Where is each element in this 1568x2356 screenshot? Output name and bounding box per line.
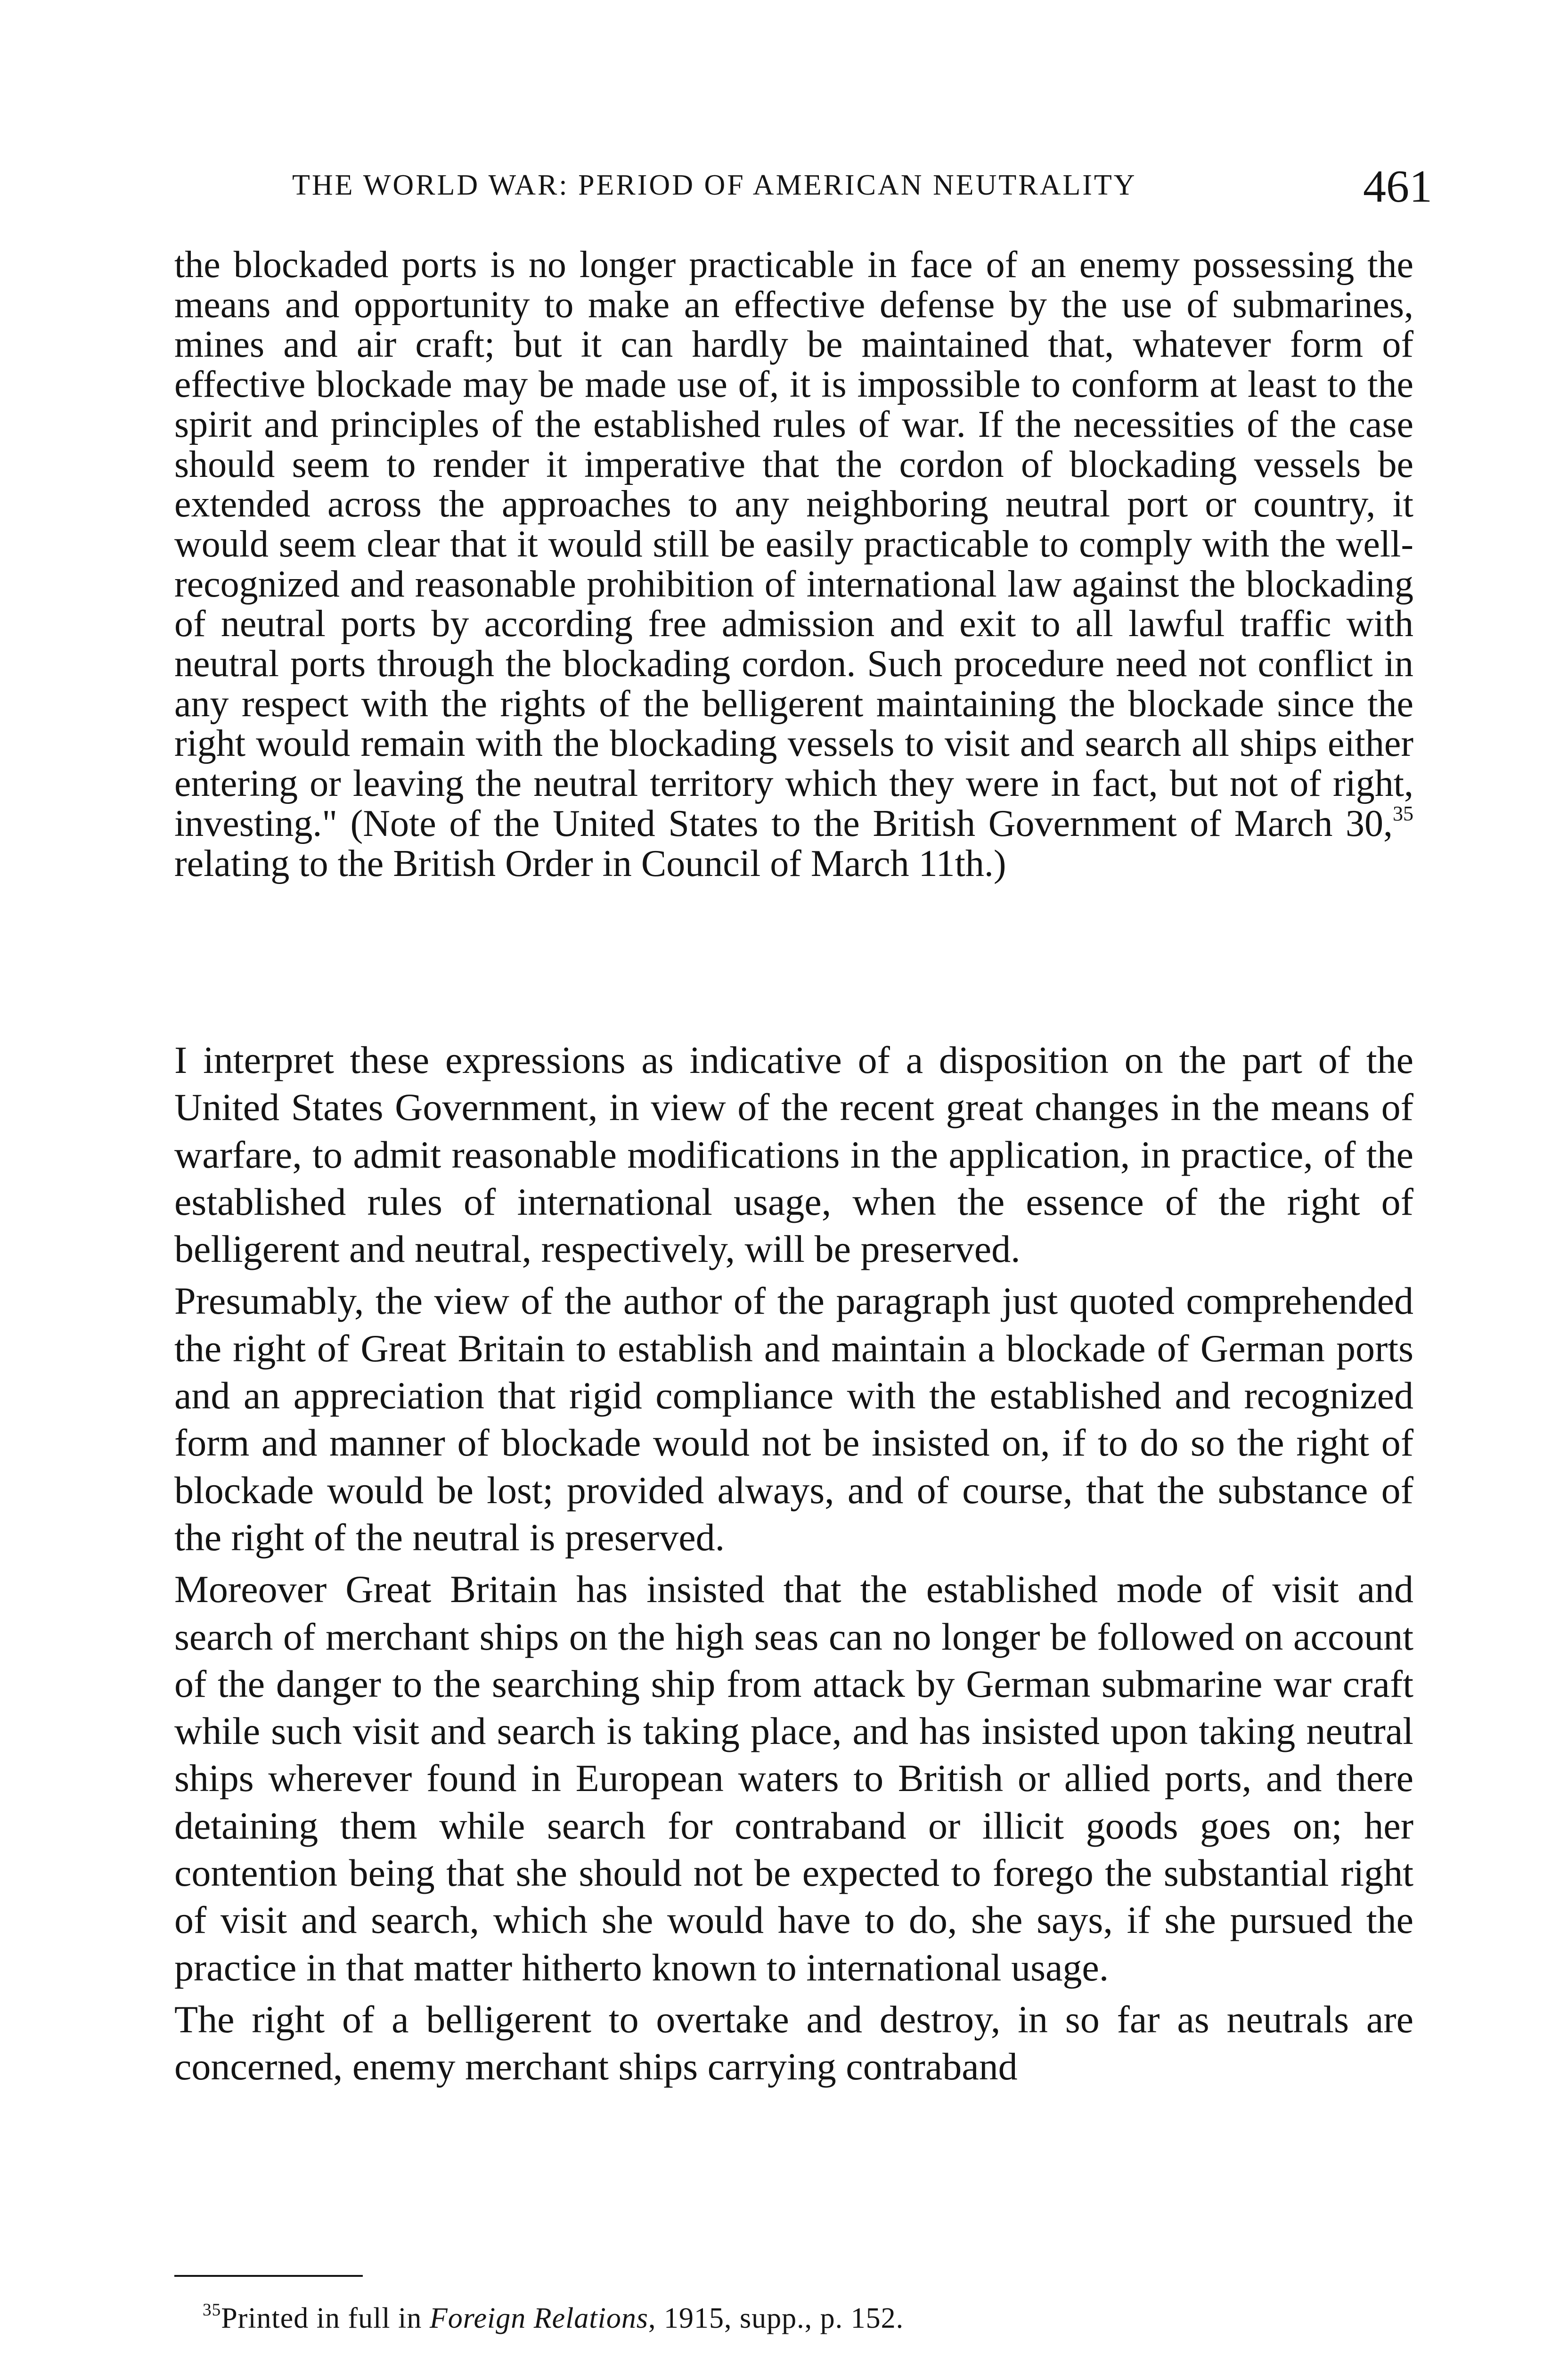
footnote-marker: 35 [203,2300,221,2320]
quote-text-tail: relating to the British Order in Council of March 11th.) [174,843,1006,884]
quote-text-main: the blockaded ports is no longer practicable in face of an enemy possessing the means and opportunity to make an effective defense by the use of submarines, mines and air craft; but it can hardly be maintained that, whatever form of effective blockade may be made use of, it is impossible to conform at least to the spirit and principles of the established rules of war. If the necessities of the case should seem to render it imperative that the cordon of blockading vessels be extended across the approaches to any neighboring neutral port or country, it would seem clear that it would still be easily practicable to comply with the well-recognized and reasonable prohibition of international law against the blockading of neutral ports by according free admission and exit to all lawful traffic with neutral ports through the blockading cordon. Such procedure need not conflict in any respect with the rights of the belligerent maintaining the blockade since the right would remain with the blockading vessels to visit and search all ships either entering or leaving the neutral territory which they were in fact, but not of right, investing." (Note of the United States to the British Government of March 30, [174,244,1413,844]
footnote-prefix: Printed in full in [221,2302,430,2334]
footnote-divider [174,2275,363,2277]
main-text [174,1037,1413,2091]
quoted-paragraph [174,245,1413,884]
running-title: THE WORLD WAR: PERIOD OF AMERICAN NEUTRALITY [292,169,1137,201]
quoted-paragraph-text [174,245,1413,884]
paragraph-right-of-belligerent: The right of a belligerent to overtake and destroy, in so far as neutrals are concerned, enemy merchant ships carrying contraband [174,1997,1413,2088]
paragraph-moreover: Moreover Great Britain has insisted that the established mode of visit and search of merchant ships on the high seas can no longer be followed on account of the danger to the searching ship from attack by German submarine war craft while such visit and search is taking place, and has insisted upon taking neutral ships wherever found in European waters to British or allied ports, and there detaining them while search for contraband or illicit goods goes on; her contention being that she should not be expected to forego the substantial right of visit and search, which she would have to do, she says, if she pursued the practice in that matter hitherto known to international usage. [174,1568,1413,1989]
page-number: 461 [1363,161,1432,212]
running-head [292,160,1432,217]
footnote [203,2302,1333,2335]
footnote-reference[interactable]: 35 [1393,802,1413,825]
footnote-source-title: Foreign Relations [429,2302,648,2334]
footnote-suffix: , 1915, supp., p. 152. [648,2302,904,2334]
paragraph-presumably: Presumably, the view of the author of the paragraph just quoted comprehended the right of Great Britain to establish and maintain a blockade of German ports and an appreciation that rigid compliance with the established and recognized form and manner of blockade would not be insisted on, if to do so the right of blockade would be lost; provided always, and of course, that the substance of the right of the neutral is preserved. [174,1279,1413,1559]
paragraph-interpretation: I interpret these expressions as indicative of a disposition on the part of the United States Government, in view of the recent great changes in the means of warfare, to admit reasonable modifications in the application, in practice, of the established rules of international usage, when the essence of the right of belligerent and neutral, respectively, will be preserved. [174,1039,1413,1271]
